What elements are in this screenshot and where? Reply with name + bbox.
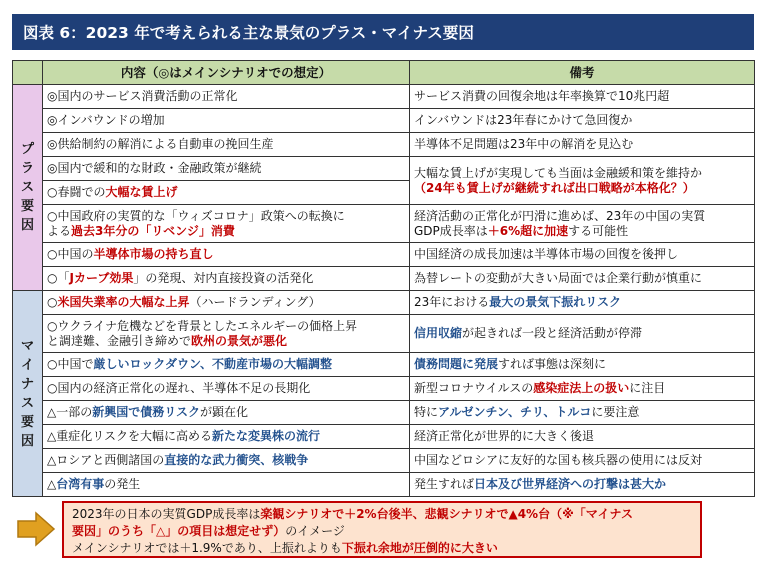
content-cell: ○中国政府の実質的な「ウィズコロナ」政策への転換に よる過去3年分の「リベンジ」消費	[43, 205, 410, 243]
header-corner-cell	[13, 61, 43, 85]
content-cell: ○「Jカーブ効果」の発現、対内直接投資の活発化	[43, 267, 410, 291]
minus-factors-label: マ イ ナ ス 要 因	[13, 291, 43, 497]
content-cell: ○ウクライナ危機などを背景としたエネルギーの価格上昇 と調達難、金融引き締めで欧州の景気が悪化	[43, 315, 410, 353]
table-row	[13, 315, 755, 353]
summary-line-3: メインシナリオでは＋1.9%であり、上振れよりも下振れ余地が圧倒的に大きい	[72, 541, 498, 555]
content-cell: ◎インバウンドの増加	[43, 109, 410, 133]
note-cell: 発生すれば日本及び世界経済への打撃は甚大か	[410, 473, 755, 497]
note-cell: 信用収縮が起きれば一段と経済活動が停滞	[410, 315, 755, 353]
note-cell: 23年における最大の景気下振れリスク	[410, 291, 755, 315]
header-content: 内容（◎はメインシナリオでの想定）	[43, 61, 410, 85]
table-row	[13, 425, 755, 449]
arrow-right-icon	[16, 511, 56, 547]
table-row	[13, 449, 755, 473]
content-cell: △台湾有事の発生	[43, 473, 410, 497]
factors-table	[12, 60, 755, 497]
table-row	[13, 85, 755, 109]
content-cell: ○春闘での大幅な賃上げ	[43, 181, 410, 205]
content-cell: △ロシアと西側諸国の直接的な武力衝突、核戦争	[43, 449, 410, 473]
note-cell: 為替レートの変動が大きい局面では企業行動が慎重に	[410, 267, 755, 291]
content-cell: ◎供給制約の解消による自動車の挽回生産	[43, 133, 410, 157]
note-cell: 特にアルゼンチン、チリ、トルコに要注意	[410, 401, 755, 425]
table-row	[13, 353, 755, 377]
plus-factors-label: プ ラ ス 要 因	[13, 85, 43, 291]
note-cell: 半導体不足問題は23年中の解消を見込む	[410, 133, 755, 157]
note-cell: サービス消費の回復余地は年率換算で10兆円超	[410, 85, 755, 109]
content-cell: ○中国で厳しいロックダウン、不動産市場の大幅調整	[43, 353, 410, 377]
note-cell: 経済活動の正常化が円滑に進めば、23年の中国の実質 GDP成長率は＋6%超に加速する可能性	[410, 205, 755, 243]
note-cell: インバウンドは23年春にかけて急回復か	[410, 109, 755, 133]
content-cell: ○国内の経済正常化の遅れ、半導体不足の長期化	[43, 377, 410, 401]
table-row	[13, 157, 755, 181]
note-cell: 大幅な賃上げが実現しても当面は金融緩和策を維持か （24年も賃上げが継続すれば出口戦略が本格化？）	[410, 157, 755, 205]
note-cell: 中国などロシアに友好的な国も核兵器の使用には反対	[410, 449, 755, 473]
content-cell: △重症化リスクを大幅に高める新たな変異株の流行	[43, 425, 410, 449]
content-cell: ○米国失業率の大幅な上昇（ハードランディング）	[43, 291, 410, 315]
table-row	[13, 267, 755, 291]
figure-title: 図表 6：2023 年で考えられる主な景気のプラス・マイナス要因	[12, 14, 754, 50]
content-cell: △一部の新興国で債務リスクが顕在化	[43, 401, 410, 425]
content-cell: ◎国内のサービス消費活動の正常化	[43, 85, 410, 109]
table-row	[13, 377, 755, 401]
table-row	[13, 205, 755, 243]
table-row	[13, 243, 755, 267]
table-row	[13, 401, 755, 425]
note-cell: 中国経済の成長加速は半導体市場の回復を後押し	[410, 243, 755, 267]
note-cell: 債務問題に発展すれば事態は深刻に	[410, 353, 755, 377]
table-row	[13, 133, 755, 157]
table-row	[13, 109, 755, 133]
content-cell: ◎国内で緩和的な財政・金融政策が継続	[43, 157, 410, 181]
note-cell: 新型コロナウイルスの感染症法上の扱いに注目	[410, 377, 755, 401]
summary-box	[62, 501, 702, 558]
content-cell: ○中国の半導体市場の持ち直し	[43, 243, 410, 267]
summary-line-2: 要因」のうち「△」の項目は想定せず）のイメージ	[72, 524, 345, 538]
note-cell: 経済正常化が世界的に大きく後退	[410, 425, 755, 449]
header-note: 備考	[410, 61, 755, 85]
summary-line-1: 2023年の日本の実質GDP成長率は楽観シナリオで＋2%台後半、悲観シナリオで▲4%台（※「マイナス	[72, 507, 634, 521]
table-row	[13, 473, 755, 497]
table-row	[13, 291, 755, 315]
table-header-row	[13, 61, 755, 85]
